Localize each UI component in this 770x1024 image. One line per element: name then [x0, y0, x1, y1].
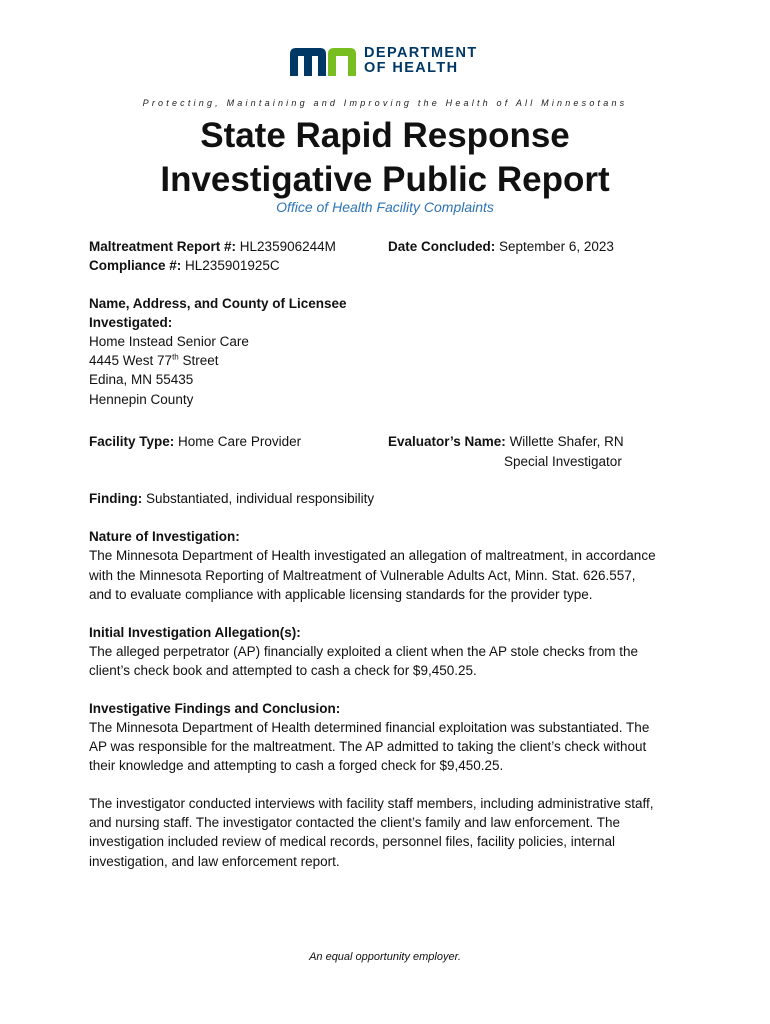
- compliance-value: HL235901925C: [185, 258, 280, 273]
- finding-value: Substantiated, individual responsibility: [146, 491, 375, 506]
- address-ordinal: th: [172, 352, 179, 362]
- compliance-number: [89, 256, 280, 276]
- licensee-county: Hennepin County: [89, 392, 194, 407]
- findings-line: their knowledge and attempting to cash a forged check for $9,450.25.: [89, 758, 504, 773]
- licensee-label-line-2: Investigated:: [89, 315, 173, 330]
- title-line-1: State Rapid Response: [200, 116, 570, 155]
- licensee-label-line-1: Name, Address, and County of Licensee: [89, 296, 347, 311]
- maltreatment-report-number: [89, 237, 336, 257]
- compliance-label: Compliance #:: [89, 258, 182, 273]
- findings-heading: Investigative Findings and Conclusion:: [89, 701, 341, 716]
- interview-line: investigation, and law enforcement report.: [89, 854, 340, 869]
- page-title: [0, 114, 770, 202]
- findings-line: The Minnesota Department of Health determined financial exploitation was substantiated. The: [89, 720, 650, 735]
- interview-line: investigation included review of medical records, personnel files, facility policies, internal: [89, 834, 616, 849]
- title-line-2: Investigative Public Report: [160, 160, 610, 199]
- facility-type-value: Home Care Provider: [178, 434, 302, 449]
- logo-wordmark: [364, 46, 478, 76]
- allegation-line: client’s check book and attempted to cash a check for $9,450.25.: [89, 663, 477, 678]
- allegation-heading: Initial Investigation Allegation(s):: [89, 625, 301, 640]
- footer-equal-opportunity: An equal opportunity employer.: [309, 951, 461, 963]
- address-street: 4445 West 77: [89, 353, 173, 368]
- nature-heading: Nature of Investigation:: [89, 529, 240, 544]
- page-subtitle: Office of Health Facility Complaints: [276, 199, 494, 215]
- mn-logo-icon: [290, 46, 356, 76]
- licensee-address: [89, 351, 219, 371]
- maltreatment-label: Maltreatment Report #:: [89, 239, 237, 254]
- tagline: Protecting, Maintaining and Improving the Health of All Minnesotans: [142, 98, 628, 108]
- finding: [89, 489, 374, 509]
- date-value: September 6, 2023: [499, 239, 614, 254]
- finding-label: Finding:: [89, 491, 143, 506]
- facility-type-label: Facility Type:: [89, 434, 175, 449]
- evaluator: [388, 432, 624, 452]
- nature-line: with the Minnesota Reporting of Maltreatment of Vulnerable Adults Act, Minn. Stat. 626.557,: [89, 568, 636, 583]
- interview-line: The investigator conducted interviews with facility staff members, including administrative staff,: [89, 796, 654, 811]
- address-street-suffix: Street: [178, 353, 219, 368]
- nature-line: and to evaluate compliance with applicable licensing standards for the provider type.: [89, 587, 593, 602]
- facility-type: [89, 432, 301, 452]
- logo-line-1: DEPARTMENT: [364, 45, 478, 61]
- interview-line: and nursing staff. The investigator contacted the client’s family and law enforcement. The: [89, 815, 621, 830]
- mdh-logo: [290, 46, 478, 76]
- logo-line-2: OF HEALTH: [364, 60, 459, 76]
- date-concluded: [388, 237, 614, 257]
- date-label: Date Concluded:: [388, 239, 496, 254]
- maltreatment-value: HL235906244M: [239, 239, 336, 254]
- nature-line: The Minnesota Department of Health investigated an allegation of maltreatment, in accordance: [89, 548, 656, 563]
- licensee-city: Edina, MN 55435: [89, 372, 194, 387]
- evaluator-name: Willette Shafer, RN: [509, 434, 624, 449]
- findings-line: AP was responsible for the maltreatment. The AP admitted to taking the client’s check without: [89, 739, 647, 754]
- evaluator-title: Special Investigator: [504, 454, 622, 469]
- evaluator-label: Evaluator’s Name:: [388, 434, 506, 449]
- allegation-line: The alleged perpetrator (AP) financially exploited a client when the AP stole checks from the: [89, 644, 639, 659]
- licensee-name: Home Instead Senior Care: [89, 334, 249, 349]
